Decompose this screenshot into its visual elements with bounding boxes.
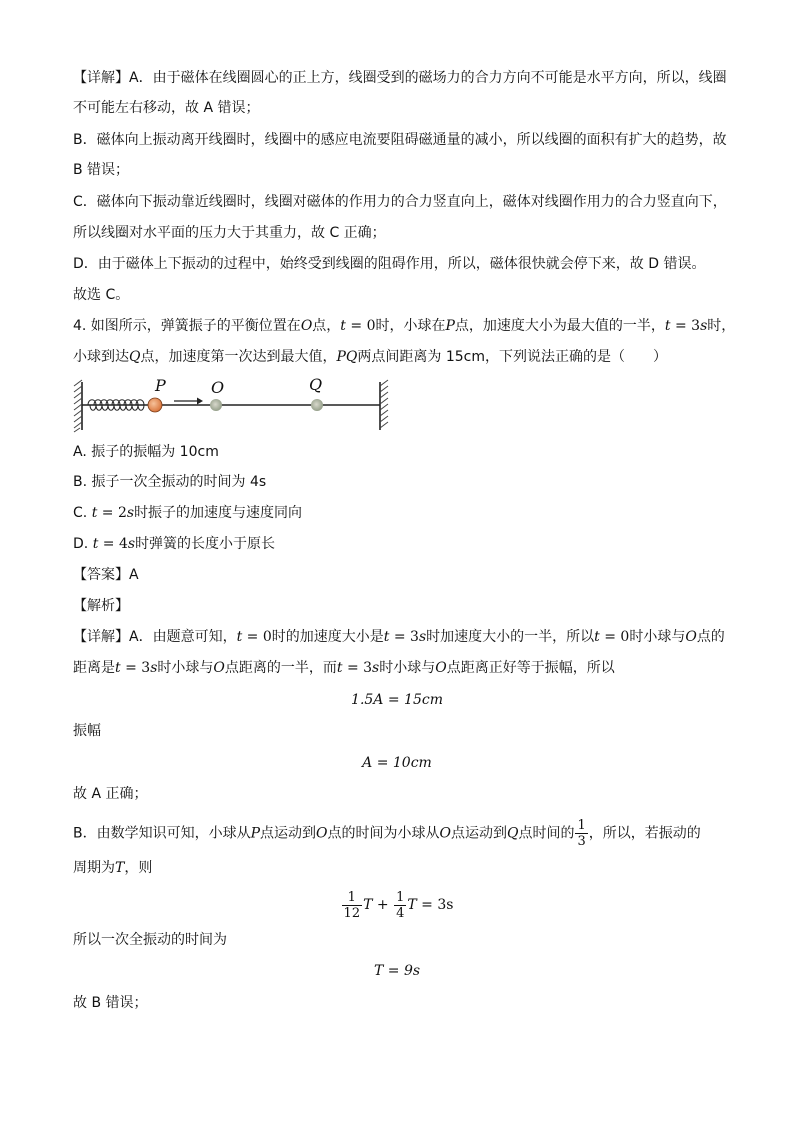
a-correct-text: 故 A 正确； xyxy=(73,786,148,802)
explain-b-line2: 周期为T，则 xyxy=(73,860,153,876)
right-wall xyxy=(380,380,388,430)
detail-d-line1: D．由于磁体上下振动的过程中，始终受到线圈的阻碍作用，所以，磁体很快就会停下来，故 D 错误。 xyxy=(73,256,706,272)
velocity-arrow xyxy=(174,398,203,405)
option-b: B. 振子一次全振动的时间为 4s xyxy=(73,474,267,490)
equation-4: T = 9s xyxy=(373,963,421,979)
answer-label: 【答案】A xyxy=(73,567,139,583)
question4-line1: 4. 如图所示，弹簧振子的平衡位置在O点，t = 0时，小球在P点，加速度大小为最大值的一半，t = 3s时， xyxy=(73,318,736,334)
option-d: D. t = 4s时弹簧的长度小于原长 xyxy=(73,536,276,552)
amplitude-label: 振幅 xyxy=(73,723,101,739)
analysis-label: 【解析】 xyxy=(73,598,129,614)
ball-at-p xyxy=(148,398,162,412)
option-c: C. t = 2s时振子的加速度与速度同向 xyxy=(73,505,303,521)
fraction-one-third: $\frac{1}{3}$ xyxy=(577,818,586,849)
detail-c-line1: C．磁体向下振动靠近线圈时，线圈对磁体的作用力的合力竖直向上，磁体对线圈作用力的合力竖直向下， xyxy=(73,194,727,210)
explain-b-line1: B．由数学知识可知，小球从P点运动到O点的时间为小球从O点运动到Q点时间的 $\frac{1}{3}$ ，所以，若振动的 xyxy=(73,818,701,849)
equation-3: $\frac{1}{12}$ T + $\frac{1}{4}$ T = 3s xyxy=(343,889,454,921)
detail-c-line2: 所以线圈对水平面的压力大于其重力，故 C 正确； xyxy=(73,225,386,241)
explain-a-line2: 距离是t = 3s时小球与O点距离的一半，而t = 3s时小球与O点距离正好等于振幅，所以 xyxy=(73,660,615,676)
full-vibration-label: 所以一次全振动的时间为 xyxy=(73,932,227,948)
left-wall xyxy=(74,380,82,432)
label-o: O xyxy=(211,378,225,397)
explain-a-line1: 【详解】A．由题意可知，t = 0时的加速度大小是t = 3s时加速度大小的一半，所以t = 0时小球与O点的 xyxy=(73,629,725,645)
detail-b-line1: B．磁体向上振动离开线圈时，线圈中的感应电流要阻碍磁通量的减小，所以线圈的面积有扩大的趋势，故 xyxy=(73,132,727,148)
label-p: P xyxy=(155,376,166,395)
ball-at-o xyxy=(210,399,222,411)
question4-line2: 小球到达Q点，加速度第一次达到最大值，PQ两点间距离为 15cm，下列说法正确的是（ ） xyxy=(73,349,667,365)
equation-1: 1.5A = 15cm xyxy=(351,692,443,708)
detail-b-line2: B 错误； xyxy=(73,162,130,178)
choose-c-text: 故选 C。 xyxy=(73,287,130,303)
ball-at-q xyxy=(311,399,323,411)
equation-2: A = 10cm xyxy=(362,755,432,771)
b-wrong-text: 故 B 错误； xyxy=(73,995,148,1011)
option-a: A. 振子的振幅为 10cm xyxy=(73,444,219,460)
spring-oscillator-figure xyxy=(70,374,400,434)
detail-a-line2: 不可能左右移动，故 A 错误； xyxy=(73,100,260,116)
detail-a-line1: 【详解】A．由于磁体在线圈圆心的正上方，线圈受到的磁场力的合力方向不可能是水平方向，所以，线圈 xyxy=(73,70,727,86)
label-q: Q xyxy=(309,375,323,394)
